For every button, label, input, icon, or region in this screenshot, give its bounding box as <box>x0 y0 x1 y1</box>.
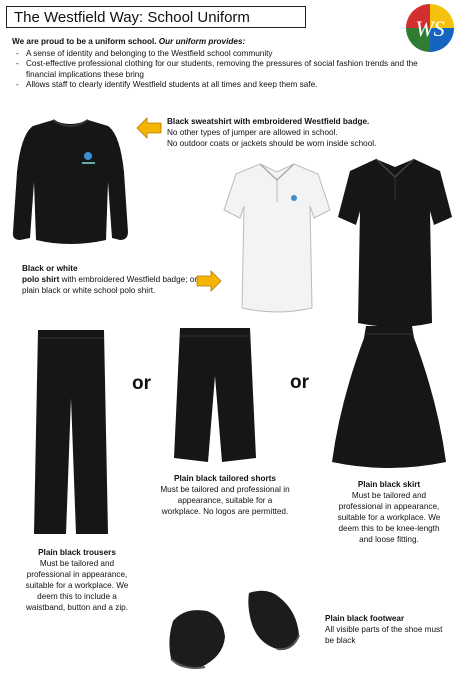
skirt-description: Must be tailored and professional in appearance, suitable for a workplace. We deem this to be knee-length and loose fitting. <box>337 491 441 544</box>
shorts-description: Must be tailored and professional in appearance, suitable for a workplace. No logos are permitted. <box>160 485 290 516</box>
shorts-image <box>170 326 260 466</box>
shoes-image <box>165 585 305 673</box>
page-title: The Westfield Way: School Uniform <box>6 6 306 28</box>
footwear-heading: Plain black footwear <box>325 614 405 623</box>
trousers-text <box>18 547 136 613</box>
trousers-image <box>26 328 116 538</box>
logo-letters: WS <box>415 16 445 41</box>
intro-lead-italic: Our uniform provides: <box>158 37 246 46</box>
sweatshirt-text <box>167 116 452 149</box>
white-polo-image <box>222 158 332 318</box>
sweatshirt-heading: Black sweatshirt with embroidered Westfield badge. <box>167 117 370 126</box>
or-label: or <box>132 373 151 394</box>
trousers-heading: Plain black trousers <box>38 548 116 557</box>
footwear-text <box>325 613 450 646</box>
polo-description: with embroidered Westfield badge; or plain black or white school polo shirt. <box>22 275 198 295</box>
sweatshirt-line-1: No other types of jumper are allowed in school. <box>167 128 338 137</box>
polo-heading-2: polo shirt <box>22 275 60 284</box>
intro-bullet: - Cost-effective professional clothing for our students, removing the pressures of social fashion trends and the financial implications these bring <box>22 59 442 80</box>
intro-section <box>12 37 442 91</box>
or-label: or <box>290 372 309 393</box>
intro-bullet: - A sense of identity and belonging to the Westfield school community <box>22 49 442 60</box>
footwear-description: All visible parts of the shoe must be black <box>325 625 443 645</box>
arrow-left-icon <box>136 117 162 139</box>
black-polo-image <box>336 153 454 333</box>
sweatshirt-line-2: No outdoor coats or jackets should be worn inside school. <box>167 139 377 148</box>
polo-text <box>22 263 202 296</box>
arrow-right-icon <box>196 270 222 292</box>
intro-lead: We are proud to be a uniform school. <box>12 37 157 46</box>
polo-heading-1: Black or white <box>22 264 78 273</box>
skirt-text <box>334 479 444 545</box>
skirt-heading: Plain black skirt <box>357 480 421 489</box>
shorts-heading: Plain black tailored shorts <box>174 474 276 483</box>
sweatshirt-image <box>8 112 133 250</box>
intro-bullet: - Allows staff to clearly identify Westfield students at all times and keep them safe. <box>22 80 442 91</box>
trousers-description: Must be tailored and professional in appearance, suitable for a workplace. We deem this to include a waistband, button and a zip. <box>25 559 129 612</box>
skirt-image <box>330 322 448 472</box>
shorts-text <box>160 473 290 517</box>
